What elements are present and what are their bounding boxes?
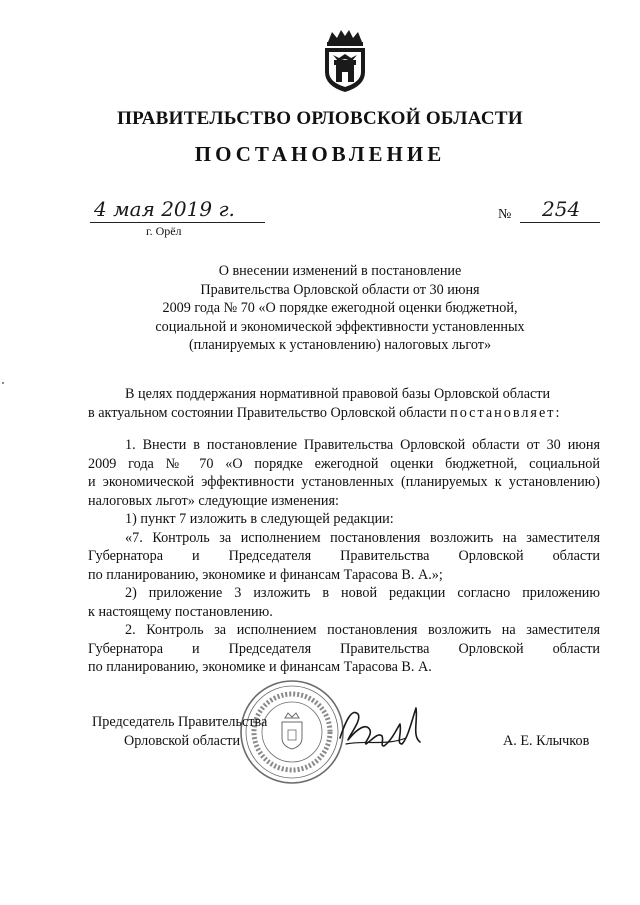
handwritten-signature-icon (336, 700, 424, 758)
handwritten-number (540, 192, 600, 226)
decree-word: постановляет: (450, 404, 562, 421)
subject-line: 2009 года № 70 «О порядке ежегодной оценки бюджетной, (162, 300, 518, 316)
signatory-name: А. Е. Клычков (503, 733, 590, 749)
date-underline (90, 222, 265, 223)
item1-line: 1. Внести в постановление Правительства Орловской области от 30 июня (125, 437, 600, 453)
subject-line: социальной и экономической эффективности установленных (155, 318, 525, 335)
item1-line: 2009 года № 70 «О порядке ежегодной оценки бюджетной, социальной (88, 455, 600, 472)
preamble (88, 385, 600, 422)
signatory-title: Орловской области (124, 733, 241, 749)
orel-oblast-coat-of-arms-icon (320, 28, 370, 94)
item2-line: 2. Контроль за исполнением постановления возложить на заместителя (125, 622, 600, 638)
item1-line: налоговых льгот» следующие изменения: (88, 492, 339, 509)
subitem-2-line: 2) приложение 3 изложить в новой редакции согласно приложению (125, 585, 600, 601)
document-type: ПОСТАНОВЛЕНИЕ (194, 142, 446, 166)
subitem-1: 1) пункт 7 изложить в следующей редакции: (125, 511, 394, 527)
scan-speck (2, 382, 4, 384)
decree-subject (110, 262, 570, 355)
preamble-line (88, 404, 600, 423)
number-handwriting: 254 (542, 197, 581, 221)
quote-line: по планированию, экономике и финансам Тарасова В. А.»; (88, 566, 443, 583)
subject-line: Правительства Орловской области от 30 июня (200, 281, 480, 298)
quote-line: «7. Контроль за исполнением постановления возложить на заместителя (125, 529, 600, 546)
date-handwriting: 4 мая 2019 г. (94, 197, 235, 221)
handwritten-date (90, 192, 265, 226)
quote-line: Губернатора и Председателя Правительства Орловской области (88, 548, 600, 564)
preamble-line: В целях поддержания нормативной правовой базы Орловской области (125, 386, 551, 402)
subject-line: (планируемых к установлению) налоговых льгот» (188, 337, 492, 353)
signatory-title: Председатель Правительства (92, 714, 268, 730)
preamble-text: в актуальном состоянии Правительство Орловской области (88, 404, 447, 421)
item2-line: по планированию, экономике и финансам Тарасова В. А. (88, 659, 432, 675)
government-name: ПРАВИТЕЛЬСТВО ОРЛОВСКОЙ ОБЛАСТИ (117, 108, 523, 129)
decree-items (88, 436, 600, 677)
official-round-seal-icon (238, 678, 346, 786)
subject-line: О внесении изменений в постановление (218, 263, 462, 279)
item1-line: и экономической эффективности установленных (планируемых к установлению) (88, 474, 600, 490)
city-label: г. Орёл (146, 224, 182, 238)
subitem-2-line: к настоящему постановлению. (88, 603, 273, 620)
number-label: № (498, 207, 512, 222)
item2-line: Губернатора и Председателя Правительства Орловской области (88, 640, 600, 657)
number-underline (520, 222, 600, 223)
